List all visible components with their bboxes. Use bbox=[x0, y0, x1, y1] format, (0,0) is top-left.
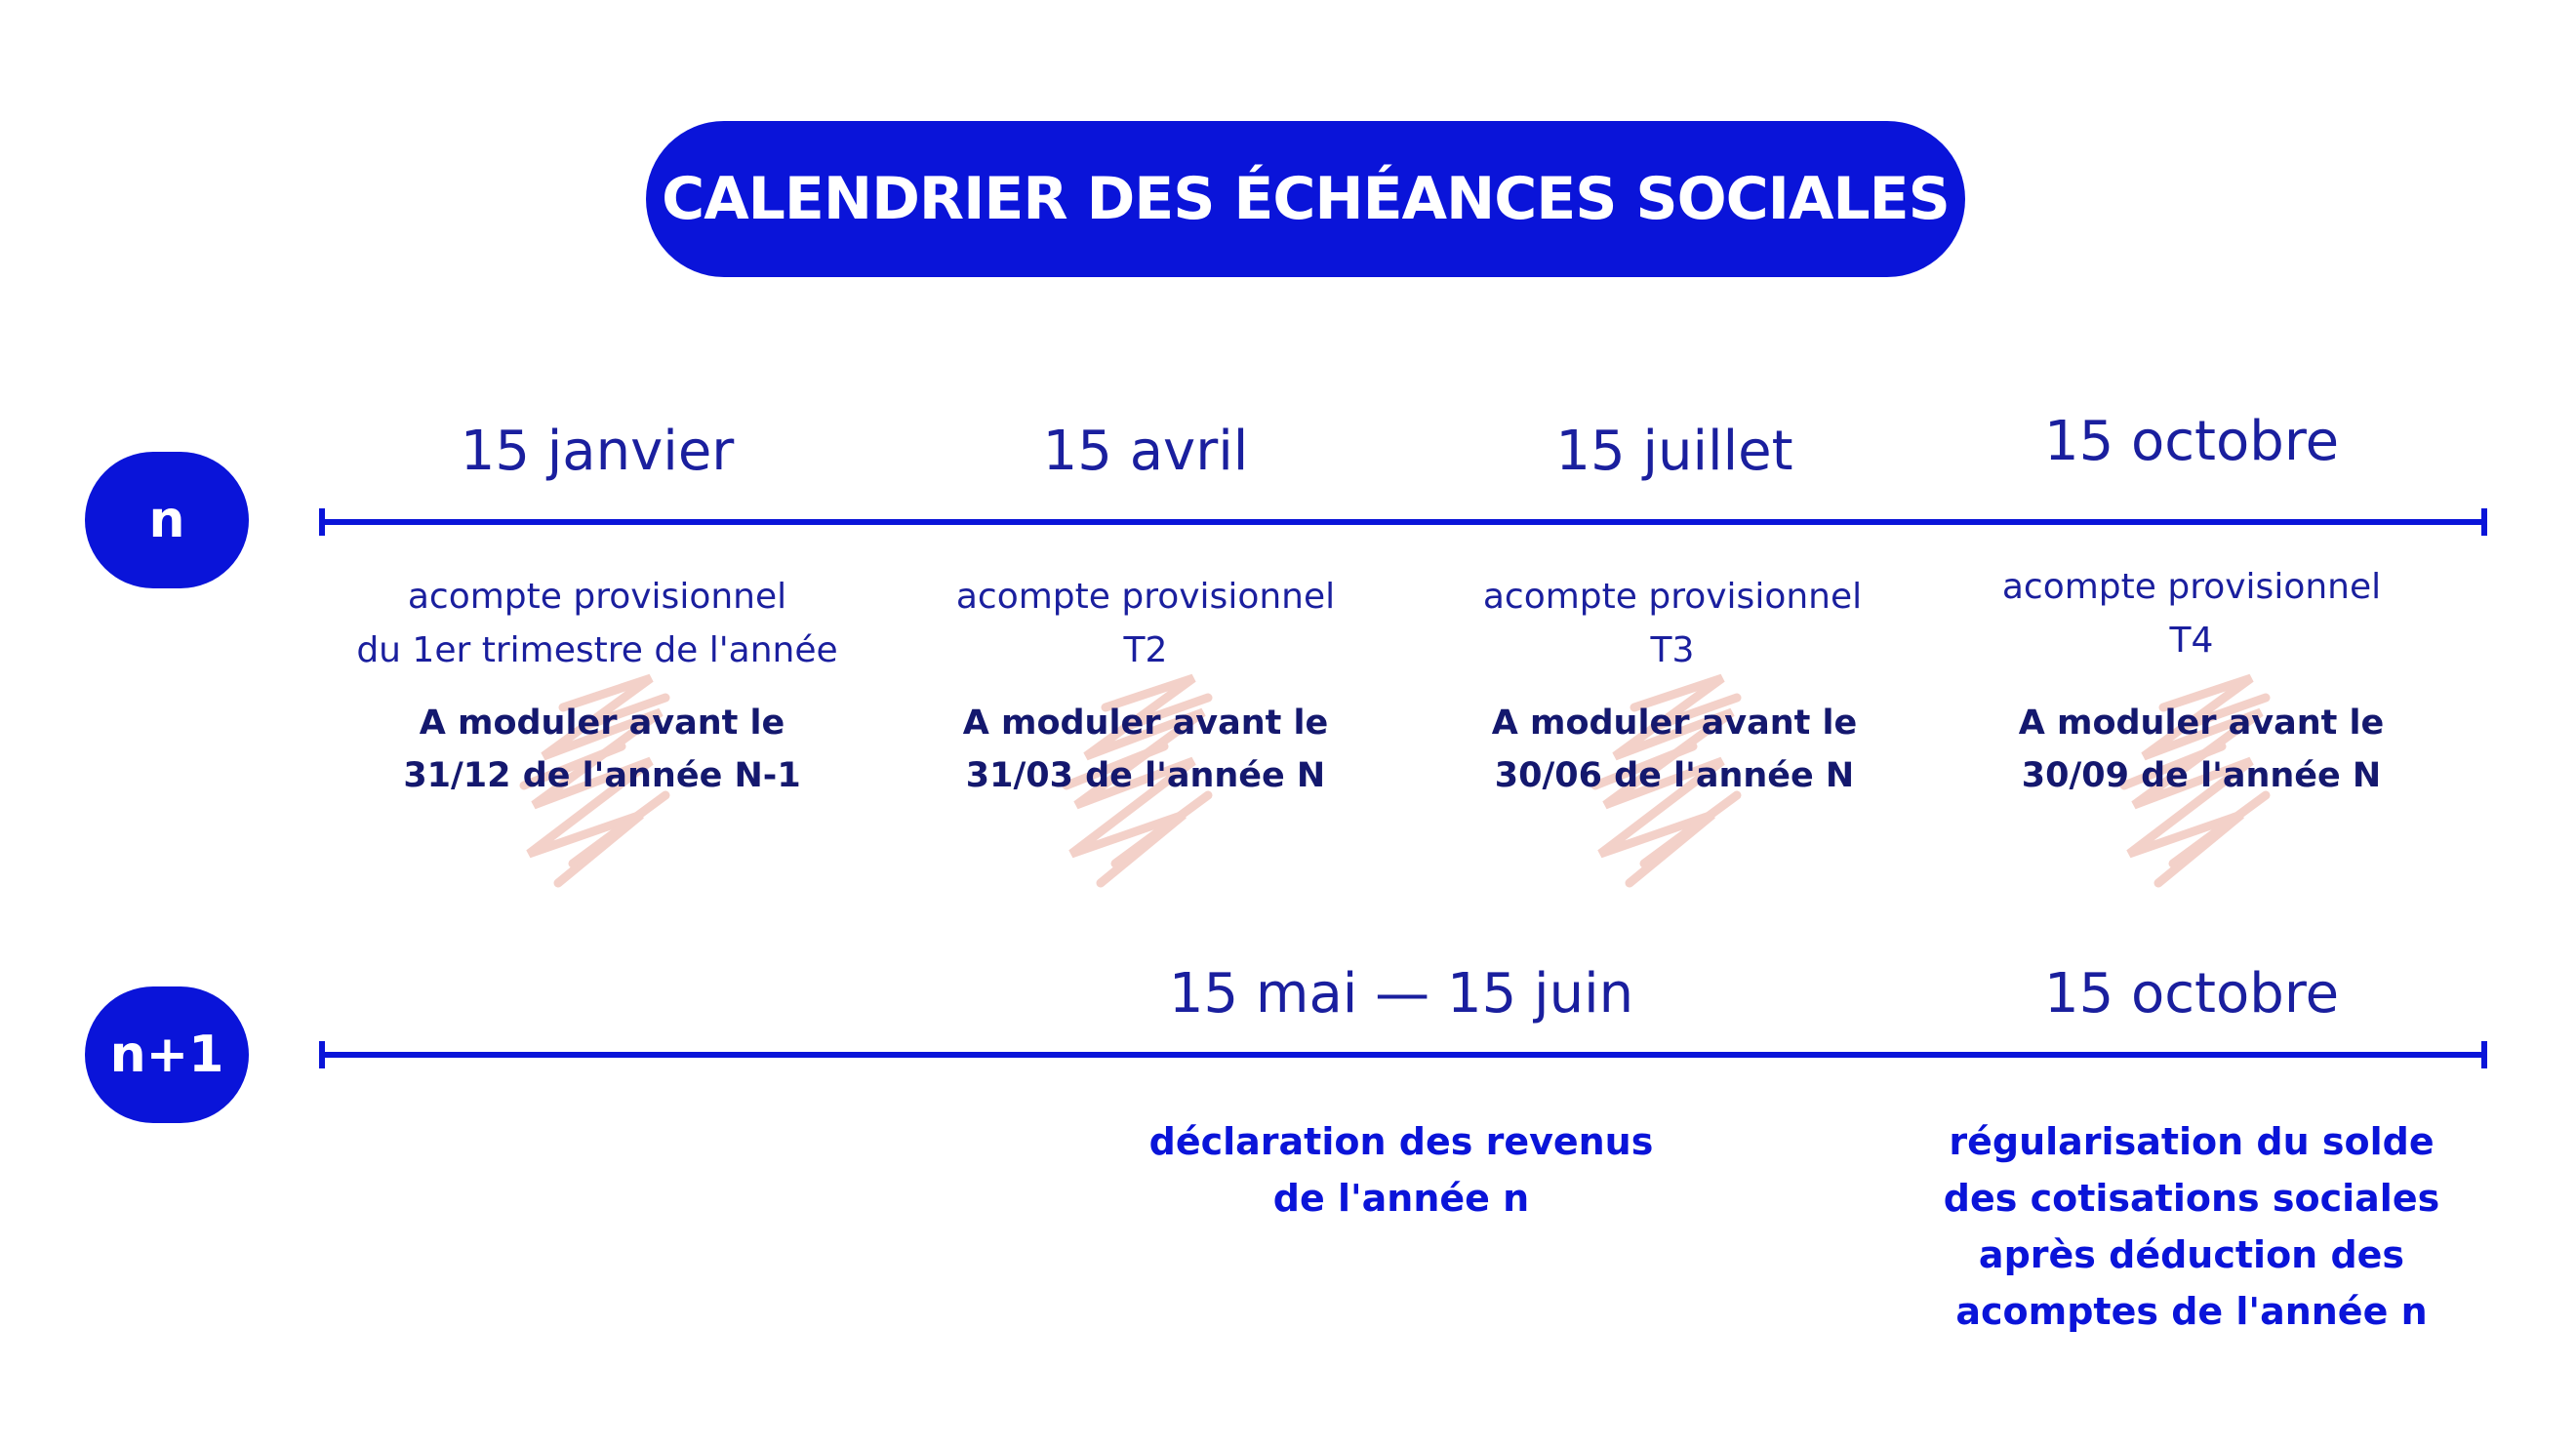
event-date-janvier: 15 janvier bbox=[460, 420, 735, 483]
event-date-octobre: 15 octobre bbox=[2043, 410, 2340, 473]
description-line: acompte provisionnel bbox=[955, 577, 1336, 617]
modulation-note bbox=[1382, 697, 1967, 802]
event-date-juillet: 15 juillet bbox=[1555, 420, 1793, 483]
note-line: A moduler avant le bbox=[962, 704, 1329, 743]
note-line: 31/03 de l'année N bbox=[965, 756, 1326, 795]
event-date-mai-juin: 15 mai — 15 juin bbox=[1168, 962, 1634, 1026]
timeline-n bbox=[320, 519, 2486, 525]
event-date-avril: 15 avril bbox=[1042, 420, 1249, 483]
note-line: A moduler avant le bbox=[2018, 704, 2385, 743]
note-line: 30/09 de l'année N bbox=[2021, 756, 2382, 795]
description-line: acomptes de l'année n bbox=[1955, 1290, 2428, 1333]
event-description bbox=[1380, 570, 1965, 677]
note-line: 30/06 de l'année N bbox=[1494, 756, 1855, 795]
description-line: T2 bbox=[1123, 630, 1168, 670]
modulation-note bbox=[853, 697, 1438, 802]
description-line: déclaration des revenus bbox=[1148, 1120, 1654, 1163]
description-line: acompte provisionnel bbox=[2001, 567, 2382, 607]
timeline-start-tick bbox=[319, 508, 325, 536]
description-line: T4 bbox=[2169, 621, 2214, 661]
event-description bbox=[1899, 560, 2484, 667]
year-badge-n-plus-1: n+1 bbox=[85, 986, 249, 1123]
modulation-note bbox=[309, 697, 895, 802]
event-description bbox=[304, 570, 890, 677]
title-banner bbox=[646, 121, 1965, 277]
description-line: acompte provisionnel bbox=[407, 577, 787, 617]
timeline-start-tick bbox=[319, 1041, 325, 1068]
timeline-end-tick bbox=[2481, 1041, 2487, 1068]
timeline-n-plus-1 bbox=[320, 1052, 2486, 1058]
year-badge-n: n bbox=[85, 452, 249, 588]
description-line: du 1er trimestre de l'année bbox=[356, 630, 838, 670]
note-line: A moduler avant le bbox=[1491, 704, 1858, 743]
description-line: après déduction des bbox=[1978, 1233, 2405, 1276]
description-line: régularisation du solde bbox=[1949, 1120, 2435, 1163]
note-line: 31/12 de l'année N-1 bbox=[403, 756, 801, 795]
event-description bbox=[1850, 1113, 2533, 1340]
note-line: A moduler avant le bbox=[419, 704, 785, 743]
description-line: acompte provisionnel bbox=[1482, 577, 1863, 617]
page-title: CALENDRIER DES ÉCHÉANCES SOCIALES bbox=[662, 165, 1950, 233]
description-line: de l'année n bbox=[1272, 1177, 1530, 1220]
description-line: des cotisations sociales bbox=[1943, 1177, 2440, 1220]
description-line: T3 bbox=[1650, 630, 1695, 670]
modulation-note bbox=[1909, 697, 2494, 802]
event-description bbox=[853, 570, 1438, 677]
timeline-end-tick bbox=[2481, 508, 2487, 536]
event-description bbox=[1060, 1113, 1743, 1227]
event-date-octobre: 15 octobre bbox=[2043, 962, 2340, 1026]
